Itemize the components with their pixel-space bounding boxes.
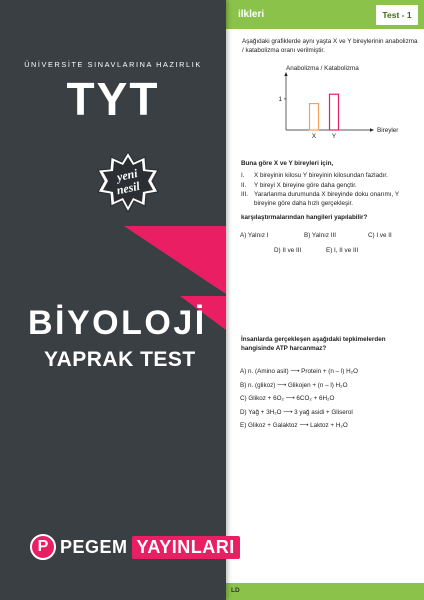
test-number-badge: Test - 1 [375,4,419,26]
exam-title: TYT [66,73,160,125]
chart-y-arrow [284,72,287,76]
y-tick-label: 1 [278,95,282,103]
section-title: ilkleri [238,9,265,20]
subject-subtitle: YAPRAK TEST [44,348,196,371]
badge-yeni-text: yeni [115,166,139,185]
statement-item [241,182,419,191]
choice-b[interactable]: B) Yalnız III [304,232,336,239]
x-tick-label: Y [331,133,337,140]
choice-c[interactable]: C) Glikoz + 6O₂ ⟶ 6CO₂ + 6H₂O [240,395,335,402]
statement-number: II. [241,181,247,189]
bar-x [310,104,319,130]
choice-a[interactable]: A) n. (Amino asit) ⟶ Protein + (n – l) H₂O [240,368,359,375]
ratio-chart-svg [280,64,420,146]
chart-xlabel: Bireyler [377,127,399,134]
x-tick-label: X [311,133,317,140]
choice-e[interactable]: E) Glikoz + Galaktoz ⟶ Laktoz + H₂O [240,422,348,429]
yeni-nesil-badge [96,150,160,214]
publisher-logo [30,533,240,561]
chart-ylabel: Anabolizma / Katabolizma [286,65,359,72]
question-1-prompt: Buna göre X ve Y bireyleri için, [241,160,334,167]
choice-a[interactable]: A) Yalnız I [240,232,269,239]
statement-number: I. [241,172,245,179]
choice-row [240,232,420,241]
choice-d[interactable]: D) Yağ + 3H₂O ⟶ 3 yağ asidi + Gliserol [240,408,353,416]
statement-item [241,191,419,208]
publisher-suffix: YAYINLARI [132,536,240,559]
statement-item [241,172,419,181]
chart-x-arrow [370,128,374,131]
statement-text: X bireyinin kilosu Y bireyinin kilosundan fazladır. [254,172,388,179]
question-2-text: İnsanlarda gerçekleşen aşağıdaki tepkimelerden hangisinde ATP harcanmaz? [241,336,386,352]
choice-b[interactable]: B) n. (glikoz) ⟶ Glikojen + (n – l) H₂O [240,381,348,389]
choice-d[interactable]: D) II ve III [274,246,302,254]
choice-e[interactable]: E) I, II ve III [326,246,359,254]
page-content [236,0,422,600]
publisher-name: PEGEM [60,536,128,557]
statement-text: Yararlanma durumunda X bireyinde doku onarımı, Y bireyine göre daha hızlı gerçekleşir. [254,191,399,207]
university-prep-line: ÜNİVERSİTE SINAVLARINA HAZIRLIK [24,60,202,69]
statement-number: III. [241,191,248,198]
bar-y [330,94,339,130]
badge-nesil-text: nesil [115,178,142,198]
question-1-text: Aşağıdaki grafiklerde aynı yaşta X ve Y bireylerinin anabolizma / katabolizma oranı verilmiştir. [242,38,418,54]
statement-text: Y bireyi X bireyine göre daha gençtir. [254,181,357,189]
question-1-subprompt: karşılaştırmalarından hangileri yapılabilir? [241,214,368,221]
footer-strip [226,583,424,600]
footer-text: LD [231,587,240,594]
question-2-choices [240,368,420,436]
question-1-choices [240,232,420,261]
statement-list [241,172,419,209]
choice-c[interactable]: C) I ve II [368,232,392,239]
yeni-nesil-badge-icon [96,150,160,214]
choice-row [240,247,420,256]
pegem-logo-icon: P [30,534,56,560]
ratio-chart [280,64,420,150]
subject-title: BİYOLOJİ [28,304,207,342]
